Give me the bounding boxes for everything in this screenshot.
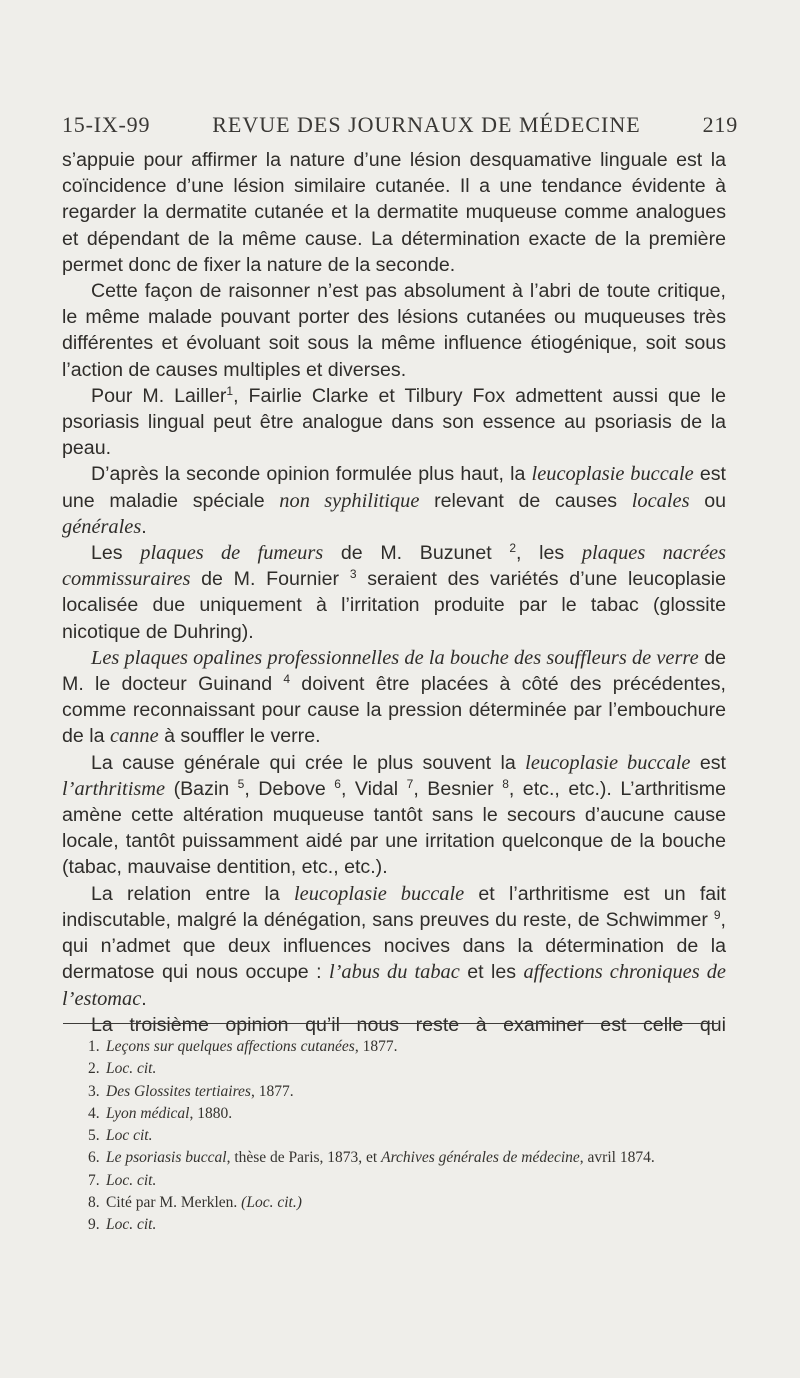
italic-text: leucoplasie buccale bbox=[531, 463, 694, 486]
footnote-ref: 3 bbox=[349, 567, 357, 582]
paragraph bbox=[62, 278, 726, 383]
italic-text: canne bbox=[109, 725, 159, 748]
text-run: , Vidal bbox=[340, 777, 407, 800]
footnote-ref: 7 bbox=[406, 776, 414, 791]
text-run: est bbox=[690, 751, 726, 774]
italic-text: non syphilitique bbox=[279, 489, 420, 512]
text-run: , les bbox=[516, 542, 582, 565]
italic-text: Loc cit. bbox=[106, 1127, 153, 1145]
footnote bbox=[62, 1058, 726, 1080]
italic-text: l’arthritisme bbox=[62, 777, 166, 800]
text-run: Pour M. Lailler bbox=[91, 384, 227, 407]
italic-text: Archives générales de médecine bbox=[381, 1149, 580, 1167]
footnote-ref: 6 bbox=[334, 776, 341, 791]
text-run: , 1880. bbox=[189, 1104, 233, 1122]
italic-text: Leçons sur quelques affections cutanées bbox=[106, 1038, 355, 1055]
text-run: , thèse de Paris, 1873, et bbox=[226, 1149, 382, 1167]
footnote-ref: 8 bbox=[502, 776, 509, 791]
footnote bbox=[62, 1147, 726, 1169]
italic-text: Loc. cit. bbox=[106, 1060, 157, 1078]
text-run: La troisième opinion qu’il nous reste à examiner est celle qui bbox=[91, 1013, 726, 1036]
text-run: , Debove bbox=[244, 777, 335, 800]
text-run: s’appuie pour affirmer la nature d’une lésion desquamative linguale est la coïncidence d’une lésion similaire cutanée. Il a une tendance évidente à regarder la dermatite cutanée et la dermatite muqueuse comme analogues et dépendant de la même cause. La détermination exacte de la première permet donc de fixer la nature de la seconde. bbox=[62, 149, 726, 276]
journal-title: REVUE DES JOURNAUX DE MÉDECINE bbox=[212, 112, 641, 137]
running-header bbox=[62, 112, 738, 138]
italic-text: (Loc. cit.) bbox=[241, 1194, 302, 1212]
footnote-number: 4. bbox=[88, 1104, 100, 1122]
italic-text: plaques nacrées commissuraires bbox=[62, 542, 726, 591]
text-run: . bbox=[141, 987, 147, 1010]
italic-text: plaques de fumeurs bbox=[140, 542, 324, 565]
italic-text: leucoplasie buccale bbox=[525, 751, 691, 774]
italic-text: affections chroniques de l’estomac bbox=[62, 961, 726, 1010]
italic-text: l’abus du tabac bbox=[328, 961, 460, 984]
paragraph bbox=[62, 147, 726, 278]
text-run: et l’arthritisme est un fait indiscutable, malgré la dénégation, sans preuves du reste, de Schwimmer bbox=[62, 882, 726, 931]
text-run: , etc., etc.). L’arthritisme amène cette altération muqueuse tantôt sans le secours d’aucune cause locale, tantôt puissamment aidé par une irritation quelconque de la bouche (tabac, mauvaise dentition, etc., etc.). bbox=[62, 777, 726, 879]
text-run: est une maladie spéciale bbox=[62, 463, 726, 512]
footnote-number: 9. bbox=[88, 1216, 100, 1234]
footnote-divider bbox=[63, 1023, 718, 1024]
italic-text: générales bbox=[62, 515, 142, 538]
text-run: Les bbox=[91, 542, 141, 565]
text-run: , 1877. bbox=[354, 1038, 398, 1055]
footnote bbox=[62, 1036, 726, 1058]
issue-date: 15-IX-99 bbox=[62, 112, 151, 137]
footnote bbox=[62, 1081, 726, 1103]
italic-text: Les plaques opalines professionnelles de la bouche des souffleurs de verre bbox=[91, 646, 699, 669]
text-run: ou bbox=[689, 489, 727, 512]
footnote-number: 5. bbox=[88, 1127, 100, 1145]
footnote-ref: 4 bbox=[283, 672, 291, 687]
italic-text: Lyon médical bbox=[106, 1104, 190, 1122]
footnote bbox=[62, 1170, 726, 1192]
text-run: La relation entre la bbox=[91, 882, 294, 905]
text-run: et les bbox=[459, 961, 524, 984]
italic-text: locales bbox=[631, 489, 690, 512]
footnote-number: 7. bbox=[88, 1171, 100, 1189]
text-run: D’après la seconde opinion formulée plus haut, la bbox=[91, 463, 532, 486]
text-run: doivent être placées à côté des précédentes, comme reconnaissant pour cause la pression déterminée par l’embouchure de la bbox=[62, 673, 726, 748]
footnote-number: 3. bbox=[88, 1082, 100, 1100]
footnote-number: 2. bbox=[88, 1060, 100, 1078]
paragraph bbox=[62, 645, 726, 750]
footnote bbox=[62, 1214, 726, 1236]
text-run: , Fairlie Clarke et Tilbury Fox admettent aussi que le psoriasis lingual peut être analogue dans son essence au psoriasis de la peau. bbox=[62, 384, 726, 460]
paragraph bbox=[62, 881, 726, 1012]
paragraph bbox=[62, 540, 726, 645]
footnote-ref: 9 bbox=[713, 907, 721, 922]
footnotes bbox=[62, 1036, 726, 1237]
text-run: , Besnier bbox=[413, 777, 503, 800]
text-run: La cause générale qui crée le plus souvent la bbox=[91, 751, 526, 774]
text-run: , avril 1874. bbox=[579, 1149, 655, 1167]
text-run: , qui n’admet que deux influences nocives dans la détermination de la dermatose qui nous occupe : bbox=[62, 908, 726, 984]
footnote-number: 6. bbox=[88, 1149, 100, 1167]
text-run: de M. Buzunet bbox=[323, 542, 510, 565]
italic-text: leucoplasie buccale bbox=[293, 882, 465, 905]
footnote-ref: 2 bbox=[509, 541, 517, 556]
text-run: Cette façon de raisonner n’est pas absolument à l’abri de toute critique, le même malade pouvant porter des lésions cutanées ou muqueuses très différentes et évoluant soit sous la même influence étiogénique, soit sous l’action de causes multiples et diverses. bbox=[62, 280, 726, 381]
page-number: 219 bbox=[702, 112, 738, 137]
footnote bbox=[62, 1125, 726, 1147]
paragraph bbox=[62, 461, 726, 540]
text-run: de M. le docteur Guinand bbox=[62, 646, 726, 696]
paragraph bbox=[62, 750, 726, 881]
paragraph bbox=[62, 1012, 726, 1038]
footnote-ref: 5 bbox=[237, 776, 245, 791]
italic-text: Loc. cit. bbox=[106, 1171, 157, 1189]
text-run: seraient des variétés d’une leucoplasie localisée due uniquement à l’irritation produite par le tabac (glossite nicotique de Duhring). bbox=[62, 568, 726, 643]
footnote bbox=[62, 1192, 726, 1214]
footnote bbox=[62, 1103, 726, 1125]
text-run: , 1877. bbox=[250, 1082, 294, 1100]
paragraph bbox=[62, 383, 726, 462]
main-text bbox=[62, 147, 726, 1038]
text-run: à souffler le verre. bbox=[158, 725, 321, 748]
text-run: Cité par M. Merklen. bbox=[106, 1194, 242, 1212]
text-run: de M. Fournier bbox=[190, 568, 350, 591]
italic-text: Le psoriasis buccal bbox=[106, 1149, 227, 1167]
italic-text: Loc. cit. bbox=[106, 1216, 157, 1234]
footnote-ref: 1 bbox=[226, 383, 234, 398]
italic-text: Des Glossites tertiaires bbox=[106, 1082, 251, 1100]
text-run: relevant de causes bbox=[419, 489, 632, 512]
footnote-number: 8. bbox=[88, 1194, 100, 1212]
text-run: . bbox=[141, 515, 147, 538]
footnote-number: 1. bbox=[88, 1038, 100, 1055]
text-run: (Bazin bbox=[165, 777, 238, 800]
